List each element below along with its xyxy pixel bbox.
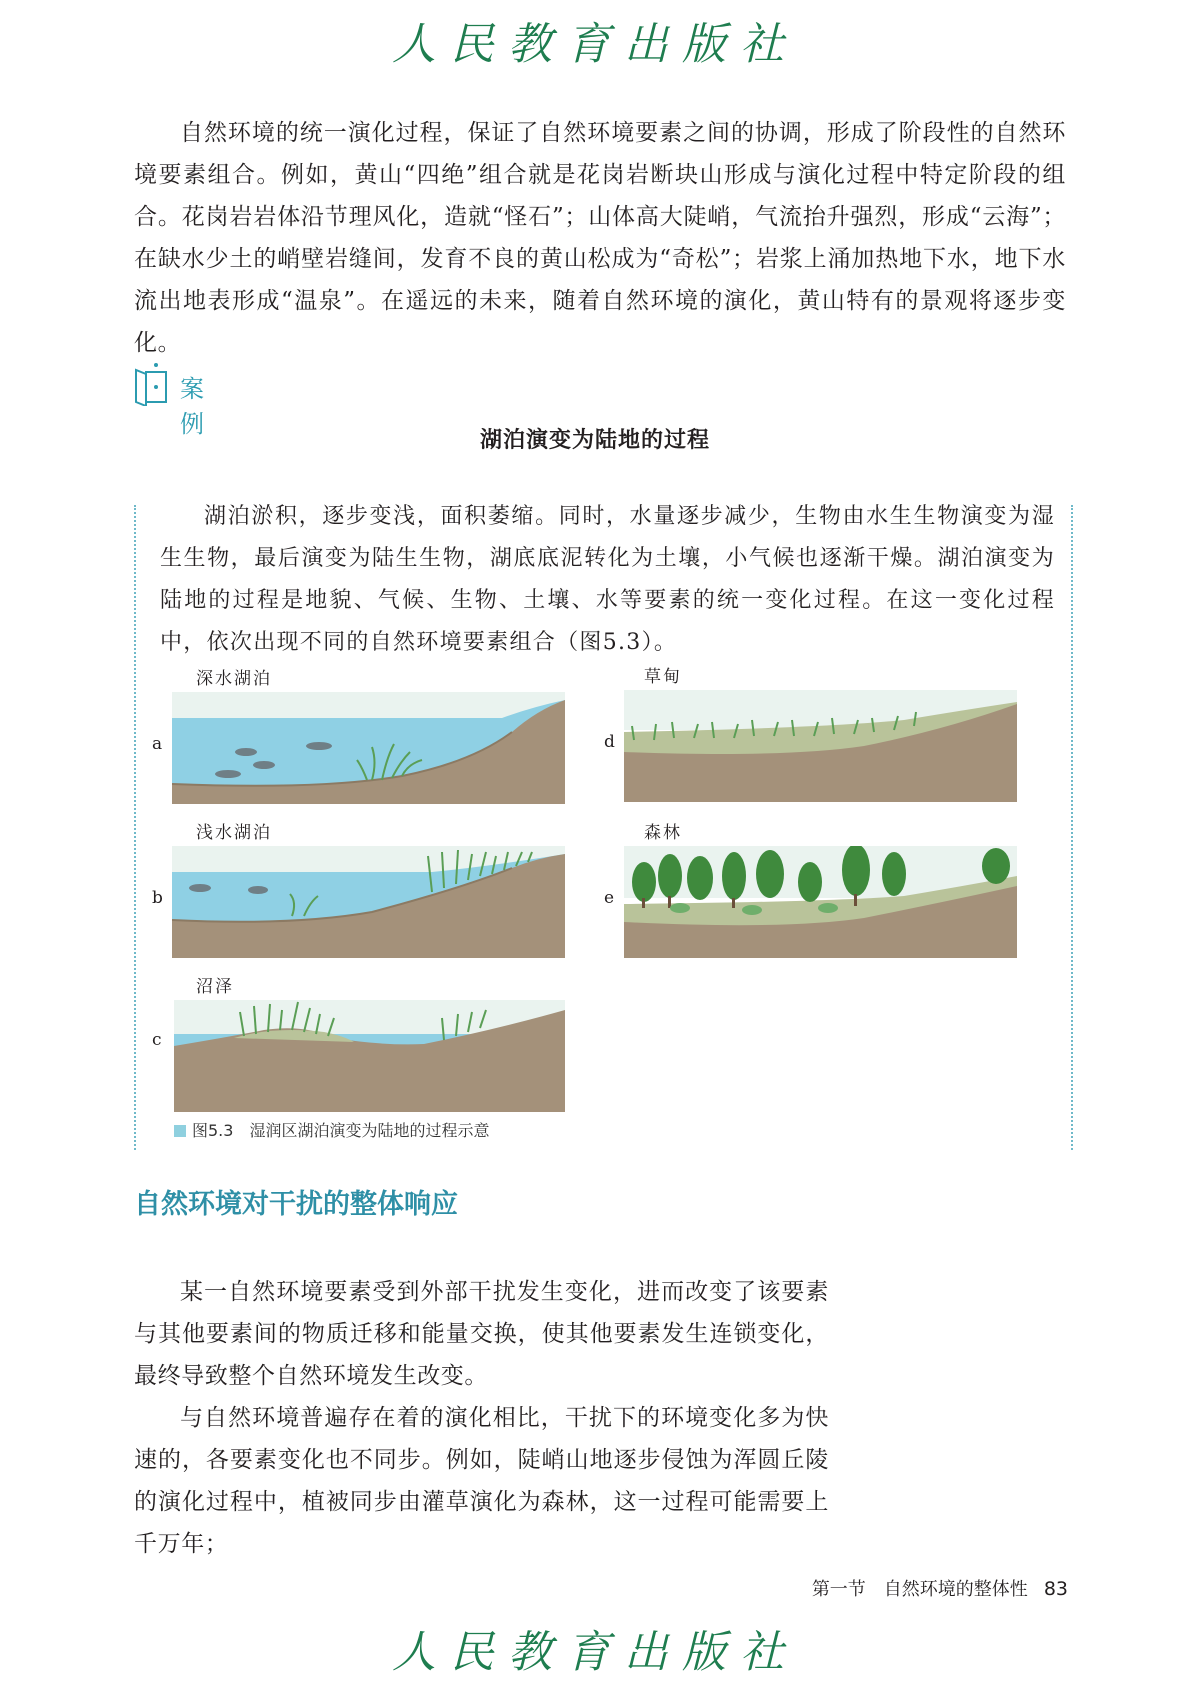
- panel-label-a: 深水湖泊: [196, 669, 272, 689]
- case-title: 湖泊演变为陆地的过程: [479, 427, 710, 453]
- case-label: 案 例: [180, 375, 210, 438]
- figure-panel-meadow: [624, 690, 1017, 802]
- case-heading: [132, 362, 210, 438]
- case-text: 湖泊淤积，逐步变浅，面积萎缩。同时，水量逐步减少，生物由水生生物演变为湿生生物，最后演变为陆生生物，湖底底泥转化为土壤，小气候也逐渐干燥。湖泊演变为陆地的过程是地貌、气候、生物、土壤、水等要素的统一变化过程。在这一变化过程中，依次出现不同的自然环境要素组合（图5.3）。: [160, 504, 1055, 655]
- section-paragraph-1: 某一自然环境要素受到外部干扰发生变化，进而改变了该要素与其他要素间的物质迁移和能量交换，使其他要素发生连锁变化，最终导致整个自然环境发生改变。: [134, 1279, 829, 1389]
- figure-caption: [174, 1118, 489, 1141]
- panel-letter-e: e: [604, 888, 615, 908]
- panel-label-e: 森林: [644, 823, 682, 843]
- case-book-icon: [132, 362, 168, 406]
- panel-letter-b: b: [152, 888, 163, 908]
- publisher-logo-top: 人民教育出版社: [392, 19, 798, 70]
- figure-panel-forest: [624, 846, 1017, 958]
- panel-label-c: 沼泽: [196, 977, 234, 997]
- figure-caption-text: 图5.3 湿润区湖泊演变为陆地的过程示意: [192, 1121, 490, 1140]
- panel-letter-a: a: [152, 734, 163, 754]
- panel-label-b: 浅水湖泊: [196, 823, 272, 843]
- figure-panel-deep-lake: [172, 692, 565, 804]
- publisher-logo-bottom: 人民教育出版社: [392, 1627, 798, 1678]
- page-footer: [812, 1575, 1068, 1601]
- panel-letter-c: c: [152, 1030, 162, 1050]
- panel-label-d: 草甸: [644, 667, 682, 687]
- footer-section: 第一节 自然环境的整体性: [811, 1579, 1028, 1600]
- section-paragraph-2: 与自然环境普遍存在着的演化相比，干扰下的环境变化多为快速的，各要素变化也不同步。例如，陡峭山地逐步侵蚀为浑圆丘陵的演化过程中，植被同步由灌草演化为森林，这一过程可能需要上千万年；: [134, 1405, 829, 1557]
- panel-letter-d: d: [604, 732, 615, 752]
- section-heading: 自然环境对干扰的整体响应: [134, 1189, 458, 1220]
- intro-paragraph: 自然环境的统一演化过程，保证了自然环境要素之间的协调，形成了阶段性的自然环境要素组合。例如，黄山“四绝”组合就是花岗岩断块山形成与演化过程中特定阶段的组合。花岗岩岩体沿节理风化，造就“怪石”；山体高大陡峭，气流抬升强烈，形成“云海”；在缺水少土的峭壁岩缝间，发育不良的黄山松成为“奇松”；岩浆上涌加热地下水，地下水流出地表形成“温泉”。在遥远的未来，随着自然环境的演化，黄山特有的景观将逐步变化。: [134, 120, 1066, 356]
- figure-panel-shallow-lake: [172, 846, 565, 958]
- page-number: 83: [1043, 1578, 1068, 1600]
- figure-panel-swamp: [174, 1000, 565, 1112]
- caption-marker-icon: [174, 1125, 186, 1137]
